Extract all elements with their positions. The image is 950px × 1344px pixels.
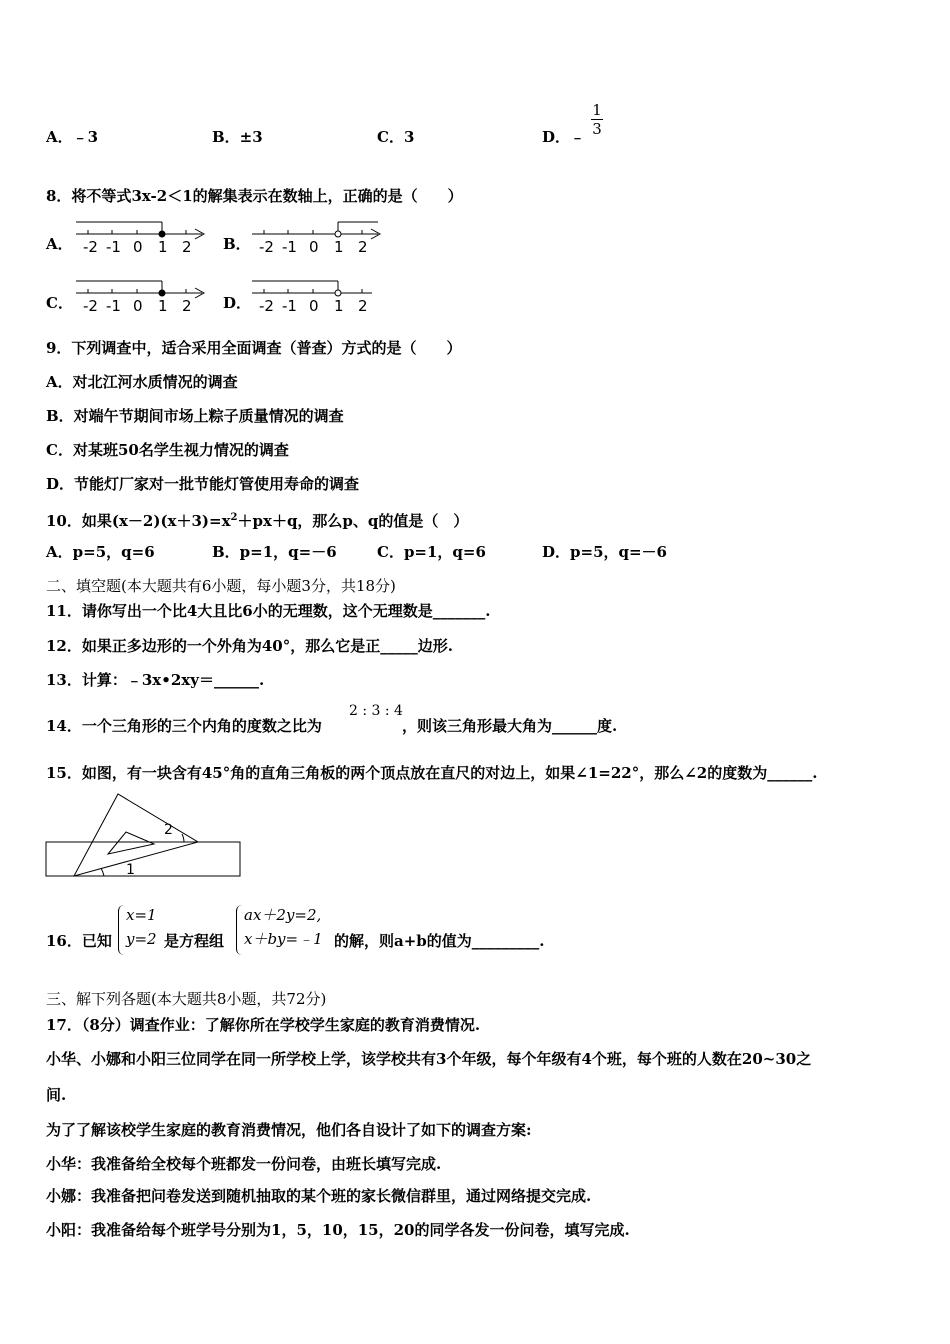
section-2-heading: 二、填空题(本大题共有6小题，每小题3分，共18分): [46, 577, 396, 595]
q10-option-a: A．p=5，q=6: [46, 543, 155, 561]
q9-option-a: A．对北江河水质情况的调查: [46, 373, 238, 391]
q7-option-b: B．±3: [212, 128, 263, 146]
q11: 11．请你写出一个比4大且比6小的无理数，这个无理数是_______.: [46, 602, 491, 620]
q8-stem: 8．将不等式3x-2＜1的解集表示在数轴上，正确的是（ ）: [46, 187, 463, 205]
q14-ratio: 2 : 3 : 4: [349, 703, 403, 719]
brace: [236, 905, 243, 955]
q15-stem: 15．如图，有一块含有45°角的直角三角板的两个顶点放在直尺的对边上，如果∠1=22°，那么∠2的度数为______.: [46, 764, 818, 782]
y-equation: y=2: [126, 930, 157, 948]
q17-paragraph-3: 小华：我准备给全校每个班都发一份问卷，由班长填写完成.: [46, 1155, 442, 1173]
number-line-a: [72, 218, 212, 258]
q7-option-c: C．3: [377, 128, 415, 146]
q15-figure: [44, 792, 244, 880]
equation-1: ax＋2y=2,: [244, 906, 322, 924]
q8-label-a: A．: [46, 235, 73, 253]
q16-stem-b: 的解，则a+b的值为_________.: [334, 932, 545, 950]
tick-label: -1: [106, 297, 121, 315]
tick-label: -2: [259, 238, 274, 256]
q9-option-c: C．对某班50名学生视力情况的调查: [46, 441, 289, 459]
angle-1-label: 1: [126, 862, 135, 878]
q17-paragraph-2: 为了了解该校学生家庭的教育消费情况，他们各自设计了如下的调查方案:: [46, 1121, 532, 1139]
equation-system: [244, 903, 323, 951]
tick-label: -1: [282, 238, 297, 256]
q10-stem: [46, 508, 468, 531]
tick-label: -2: [259, 297, 274, 315]
fraction-numerator: 1: [592, 101, 602, 119]
q12: 12．如果正多边形的一个外角为40°，那么它是正_____边形.: [46, 637, 453, 655]
number-line-b: [248, 218, 388, 258]
q17-paragraph-1b: 间.: [46, 1086, 67, 1104]
q13: 13．计算：﹣3x•2xy＝______.: [46, 671, 265, 689]
tick-label: 2: [358, 238, 368, 256]
q16-stem-a: 16．已知: [46, 932, 112, 950]
tick-label: 1: [158, 297, 168, 315]
q16-stem-mid: 是方程组: [164, 932, 225, 950]
q17-paragraph-1a: 小华、小娜和小阳三位同学在同一所学校上学，该学校共有3个年级，每个年级有4个班，每个班的人数在20~30之: [46, 1050, 812, 1068]
q10-option-d: D．p=5，q=－6: [542, 543, 667, 561]
q17-stem: 17．（8分）调查作业：了解你所在学校学生家庭的教育消费情况.: [46, 1016, 481, 1034]
section-3-heading: 三、解下列各题(本大题共8小题，共72分): [46, 990, 327, 1008]
q17-paragraph-4: 小娜：我准备把问卷发送到随机抽取的某个班的家长微信群里，通过网络提交完成.: [46, 1187, 592, 1205]
fraction-denominator: 3: [592, 120, 602, 138]
q8-label-b: B．: [223, 235, 251, 253]
q10-stem-a: 10．如果(x－2)(x＋3)=x: [46, 512, 231, 530]
tick-label: 0: [309, 297, 319, 315]
tick-label: -2: [83, 297, 98, 315]
q10-option-b: B．p=1，q=－6: [212, 543, 337, 561]
q9-stem: 9．下列调查中，适合采用全面调查（普查）方式的是（ ）: [46, 339, 462, 357]
q9-option-d: D．节能灯厂家对一批节能灯管使用寿命的调查: [46, 475, 360, 493]
angle-2-label: 2: [164, 822, 173, 838]
number-line-d: [248, 277, 388, 317]
q7-fraction: [588, 102, 606, 137]
tick-label: -1: [106, 238, 121, 256]
tick-label: 0: [133, 238, 143, 256]
q10-stem-b: ＋px＋q，那么p、q的值是（ ）: [237, 512, 469, 530]
q10-option-c: C．p=1，q=6: [377, 543, 486, 561]
tick-label: -2: [83, 238, 98, 256]
tick-label: 2: [182, 238, 192, 256]
q14-stem-a: 14．一个三角形的三个内角的度数之比为: [46, 717, 322, 735]
q9-option-b: B．对端午节期间市场上粽子质量情况的调查: [46, 407, 344, 425]
equation-2: x＋by=﹣1: [244, 930, 323, 948]
q7-option-d: D．﹣: [542, 128, 586, 146]
number-line-c: [72, 277, 212, 317]
tick-label: 2: [358, 297, 368, 315]
q8-label-c: C．: [46, 294, 73, 312]
q14-stem-b: ，则该三角形最大角为______度.: [402, 717, 618, 735]
tick-label: 2: [182, 297, 192, 315]
tick-label: 1: [158, 238, 168, 256]
x-equation: x=1: [126, 906, 157, 924]
tick-label: 0: [133, 297, 143, 315]
tick-label: 1: [334, 297, 344, 315]
q7-option-a: A．﹣3: [46, 128, 99, 146]
tick-label: 0: [309, 238, 319, 256]
brace: [118, 905, 125, 955]
q10-superscript: 2: [230, 512, 238, 523]
solution-system: [126, 903, 157, 951]
q8-label-d: D．: [223, 294, 252, 312]
tick-label: -1: [282, 297, 297, 315]
q17-paragraph-5: 小阳：我准备给每个班学号分别为1，5，10，15，20的同学各发一份问卷，填写完成.: [46, 1221, 630, 1239]
tick-label: 1: [334, 238, 344, 256]
